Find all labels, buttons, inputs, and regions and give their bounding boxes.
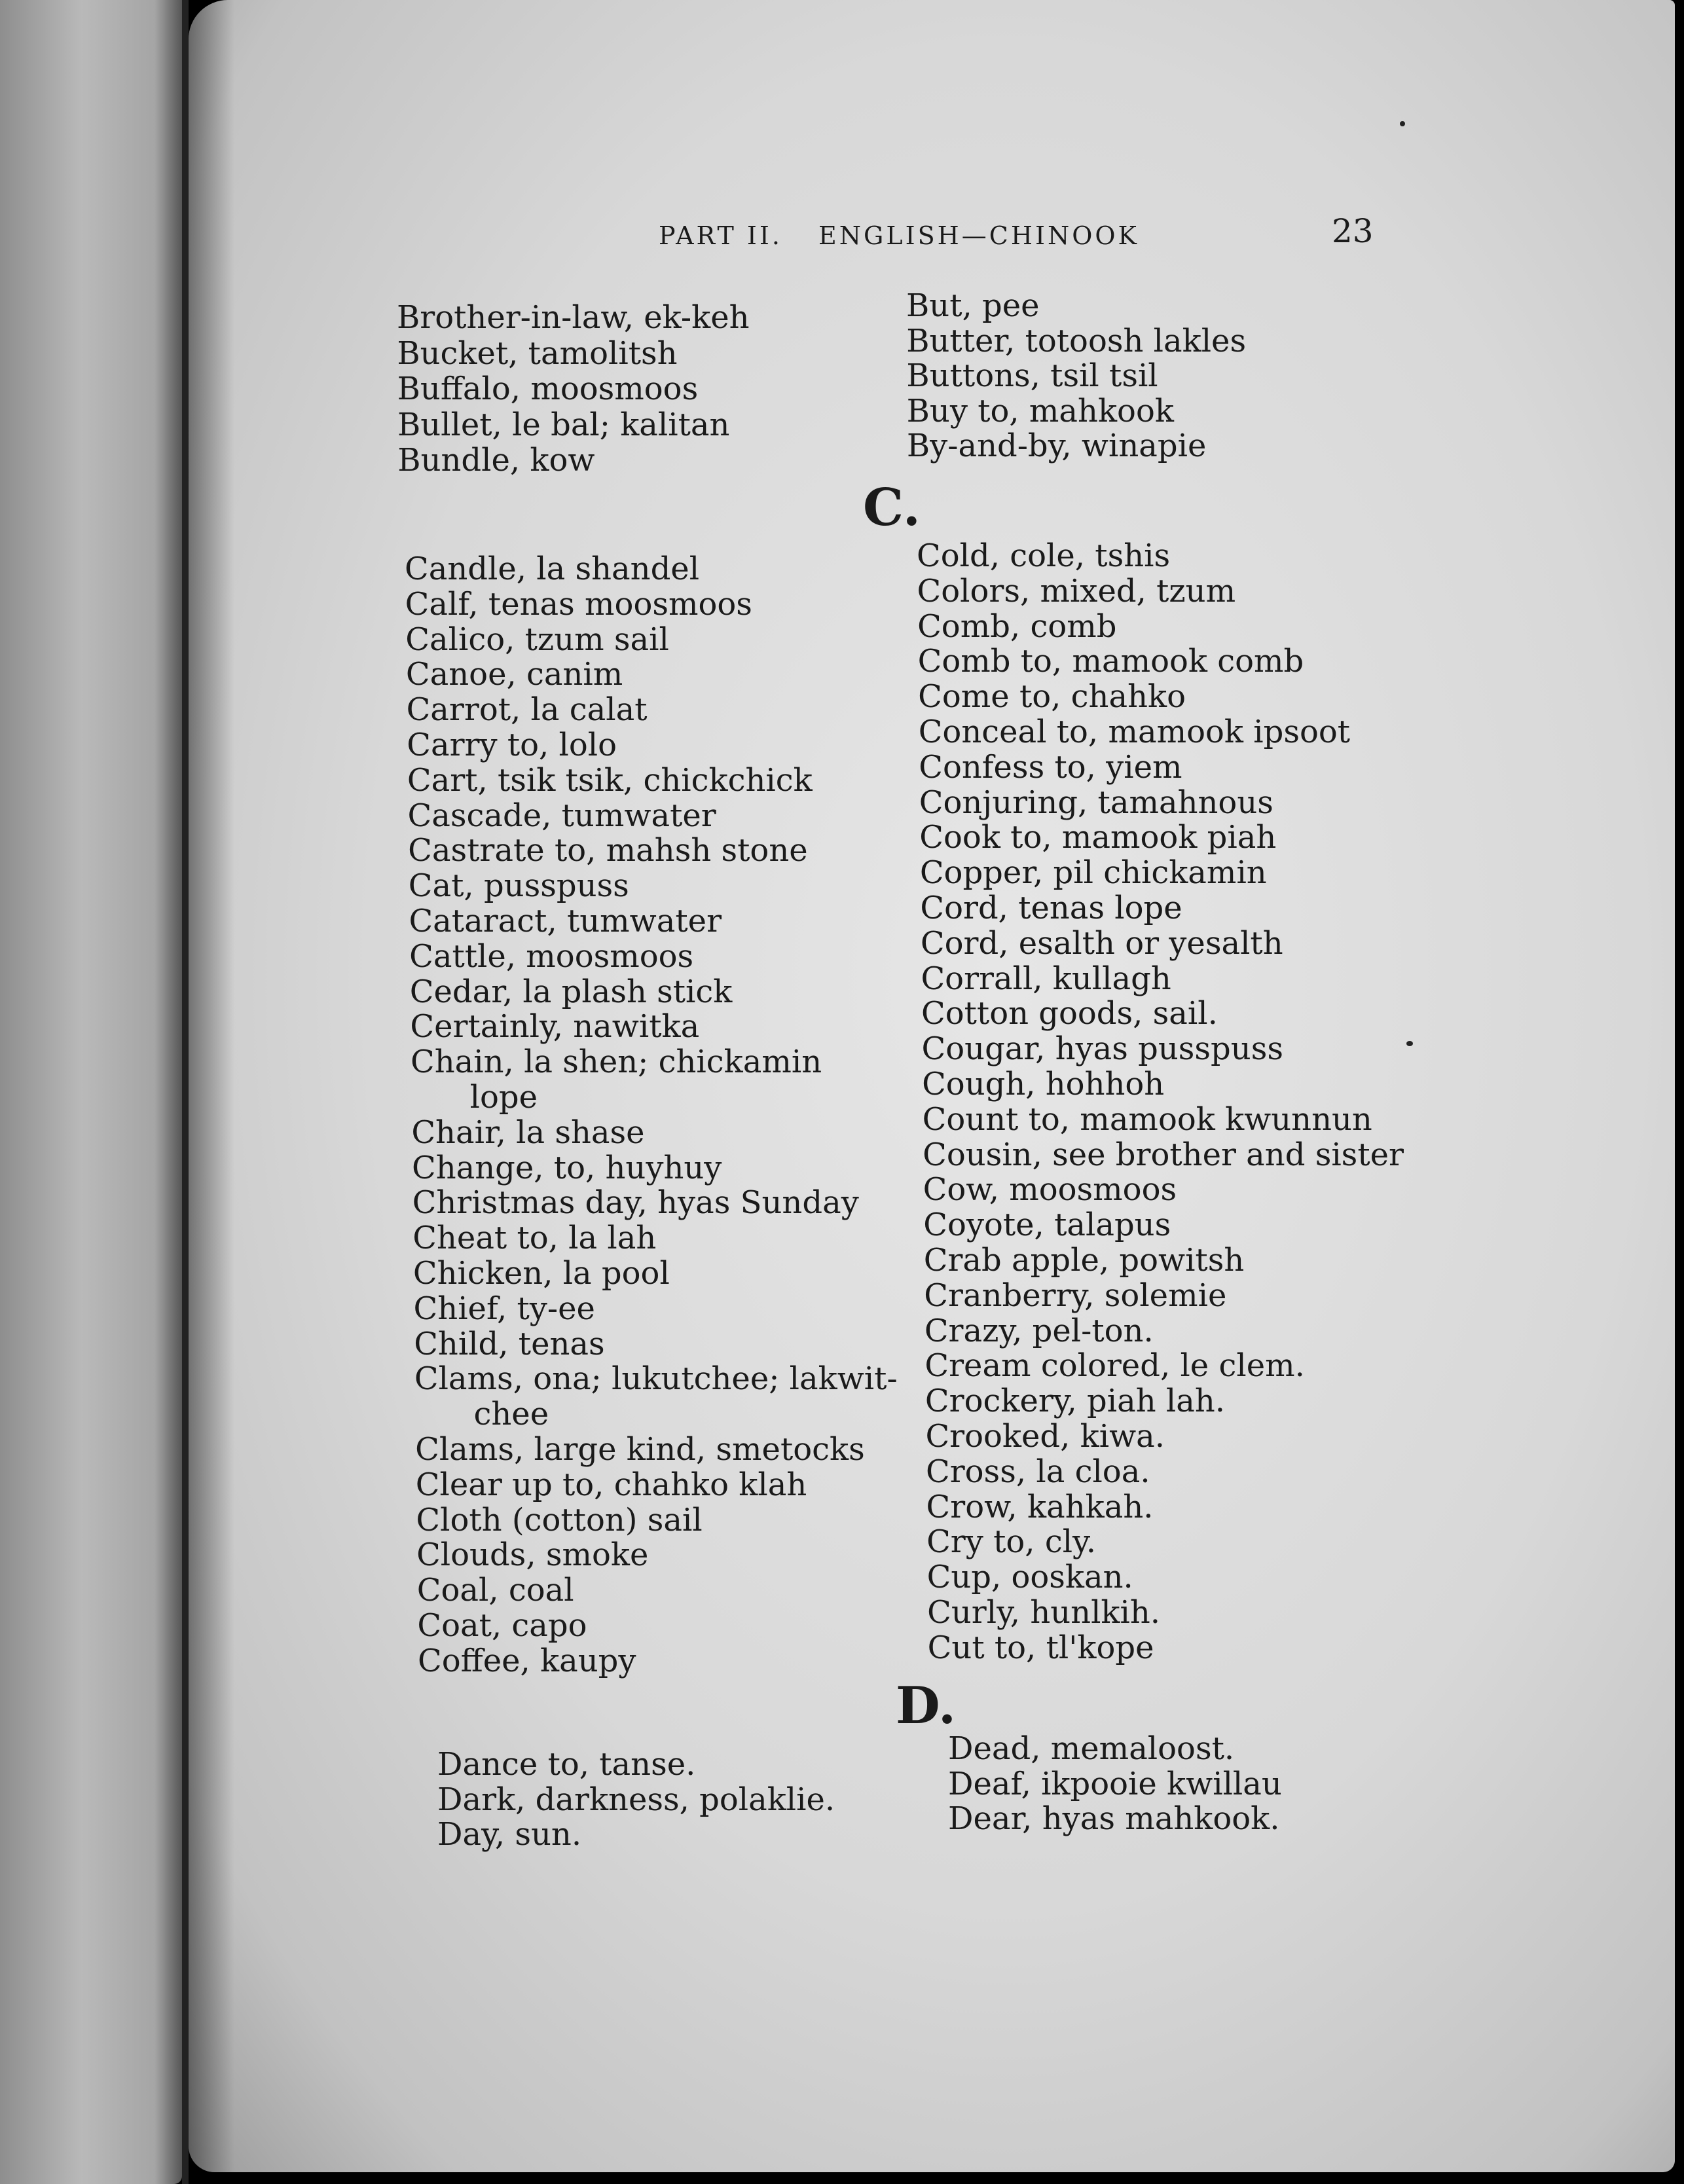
part-label: PART II. [659, 221, 782, 250]
dictionary-entry: Cough, hohhoh [922, 1066, 1165, 1102]
dictionary-entry: Cloth (cotton) sail [416, 1501, 703, 1538]
dictionary-entry: Cow, moosmoos [923, 1171, 1177, 1209]
header-title: ENGLISH—CHINOOK [818, 221, 1139, 250]
dictionary-entry: Cattle, moosmoos [409, 937, 694, 975]
dictionary-entry: Come to, chahko [918, 678, 1186, 716]
dictionary-entry: Conjuring, tamahnous [919, 784, 1273, 821]
dictionary-entry: Clouds, smoke [416, 1537, 649, 1574]
dictionary-entry: Cream colored, le clem. [924, 1347, 1305, 1385]
dictionary-entry: Comb to, mamook comb [917, 643, 1304, 680]
dictionary-entry: Crab apple, powitsh [923, 1242, 1245, 1279]
dictionary-entry: Crow, kahkah. [926, 1488, 1154, 1525]
dictionary-entry: Buy to, mahkook [906, 392, 1174, 429]
dictionary-entry: But, pee [906, 287, 1040, 324]
dictionary-entry: Count to, mamook kwunnun [922, 1101, 1372, 1138]
dictionary-entry: Buttons, tsil tsil [906, 357, 1158, 394]
dictionary-entry: Dead, memaloost. [948, 1730, 1235, 1767]
dictionary-entry: Brother-in-law, ek-keh [397, 299, 750, 336]
dictionary-entry: Bullet, le bal; kalitan [397, 406, 730, 443]
dictionary-entry: By-and-by, winapie [906, 428, 1207, 464]
dictionary-entry: Colors, mixed, tzum [917, 572, 1236, 610]
dictionary-entry: Dark, darkness, polaklie. [437, 1781, 835, 1818]
dictionary-entry: Cry to, cly. [926, 1523, 1097, 1561]
dictionary-entry: Chicken, la pool [412, 1255, 670, 1292]
dictionary-entry: Cedar, la plash stick [409, 973, 733, 1010]
scan-speck [1400, 121, 1405, 126]
dictionary-entry: lope [469, 1079, 538, 1116]
dictionary-entry: Cheat to, la lah [412, 1220, 657, 1257]
dictionary-entry: Calico, tzum sail [405, 621, 669, 658]
dictionary-entry: Bundle, kow [397, 442, 595, 479]
scan-speck [1406, 1041, 1413, 1046]
dictionary-entry: Coffee, kaupy [418, 1642, 636, 1679]
dictionary-entry: Cold, cole, tshis [917, 537, 1171, 574]
dictionary-entry: Cord, esalth or yesalth [920, 924, 1283, 962]
dictionary-entry: Clams, large kind, smetocks [415, 1431, 865, 1468]
dictionary-entry: Dear, hyas mahkook. [948, 1800, 1280, 1837]
dictionary-entry: Cataract, tumwater [409, 903, 722, 939]
dictionary-entry: Cat, pusspuss [408, 867, 629, 905]
dictionary-entry: Candle, la shandel [405, 551, 700, 587]
dictionary-entry: Certainly, nawitka [410, 1008, 700, 1046]
dictionary-entry: Corrall, kullagh [921, 960, 1171, 997]
dictionary-entry: Cotton goods, sail. [921, 995, 1218, 1032]
dictionary-entry: Copper, pil chickamin [919, 854, 1267, 892]
previous-page-edge [0, 0, 182, 2184]
dictionary-entry: Bucket, tamolitsh [397, 335, 678, 372]
dictionary-entry: Chair, la shase [411, 1114, 645, 1151]
dictionary-entry: Dance to, tanse. [437, 1746, 696, 1783]
dictionary-entry: Cup, ooskan. [926, 1559, 1133, 1596]
dictionary-entry: Coyote, talapus [923, 1207, 1171, 1244]
dictionary-entry: Calf, tenas moosmoos [405, 585, 752, 623]
dictionary-entry: Cart, tsik tsik, chickchick [407, 761, 813, 799]
dictionary-entry: Carrot, la calat [406, 691, 648, 729]
dictionary-entry: Comb, comb [917, 608, 1117, 645]
dictionary-entry: Cascade, tumwater [407, 797, 716, 834]
dictionary-entry: Child, tenas [414, 1325, 605, 1362]
dictionary-entry: Confess to, yiem [919, 748, 1182, 786]
dictionary-entry: Deaf, ikpooie kwillau [948, 1765, 1282, 1802]
dictionary-entry: Cut to, tl'kope [927, 1629, 1154, 1666]
dictionary-entry: Crazy, pel-ton. [924, 1312, 1154, 1349]
dictionary-entry: Cord, tenas lope [920, 890, 1182, 926]
dictionary-entry: Cook to, mamook piah [919, 819, 1277, 856]
dictionary-entry: Crockery, piah lah. [924, 1383, 1226, 1420]
dictionary-entry: Carry to, lolo [407, 727, 617, 763]
dictionary-entry: Cougar, hyas pusspuss [921, 1030, 1283, 1068]
dictionary-entry: Cousin, see brother and sister [923, 1136, 1404, 1173]
dictionary-entry: Chain, la shen; chickamin [411, 1044, 822, 1081]
book-page [189, 0, 1675, 2172]
dictionary-entry: Chief, ty-ee [413, 1290, 595, 1327]
dictionary-entry: Cross, la cloa. [925, 1453, 1150, 1490]
dictionary-entry: Curly, hunlkih. [927, 1594, 1161, 1631]
dictionary-entry: Clear up to, chahko klah [415, 1466, 807, 1503]
dictionary-entry: Change, to, huyhuy [411, 1149, 722, 1186]
dictionary-entry: Butter, totoosh lakles [906, 322, 1247, 359]
dictionary-entry: Coat, capo [417, 1607, 587, 1644]
dictionary-entry: Crooked, kiwa. [925, 1418, 1165, 1455]
dictionary-entry: Cranberry, solemie [924, 1277, 1227, 1314]
book-gutter [182, 0, 189, 2184]
dictionary-entry: Clams, ona; lukutchee; lakwit- [414, 1360, 898, 1398]
dictionary-entry: Buffalo, moosmoos [397, 371, 699, 407]
dictionary-entry: Coal, coal [416, 1572, 574, 1609]
dictionary-entry: Canoe, canim [405, 656, 623, 693]
section-letter-c: C. [863, 478, 921, 537]
page-number: 23 [1332, 212, 1374, 250]
dictionary-entry: chee [473, 1396, 549, 1433]
dictionary-entry: Castrate to, mahsh stone [408, 832, 808, 869]
dictionary-entry: Christmas day, hyas Sunday [412, 1184, 859, 1222]
running-header [189, 208, 1675, 261]
section-letter-d: D. [896, 1676, 957, 1736]
dictionary-entry: Day, sun. [437, 1816, 582, 1853]
dictionary-entry: Conceal to, mamook ipsoot [918, 714, 1351, 750]
